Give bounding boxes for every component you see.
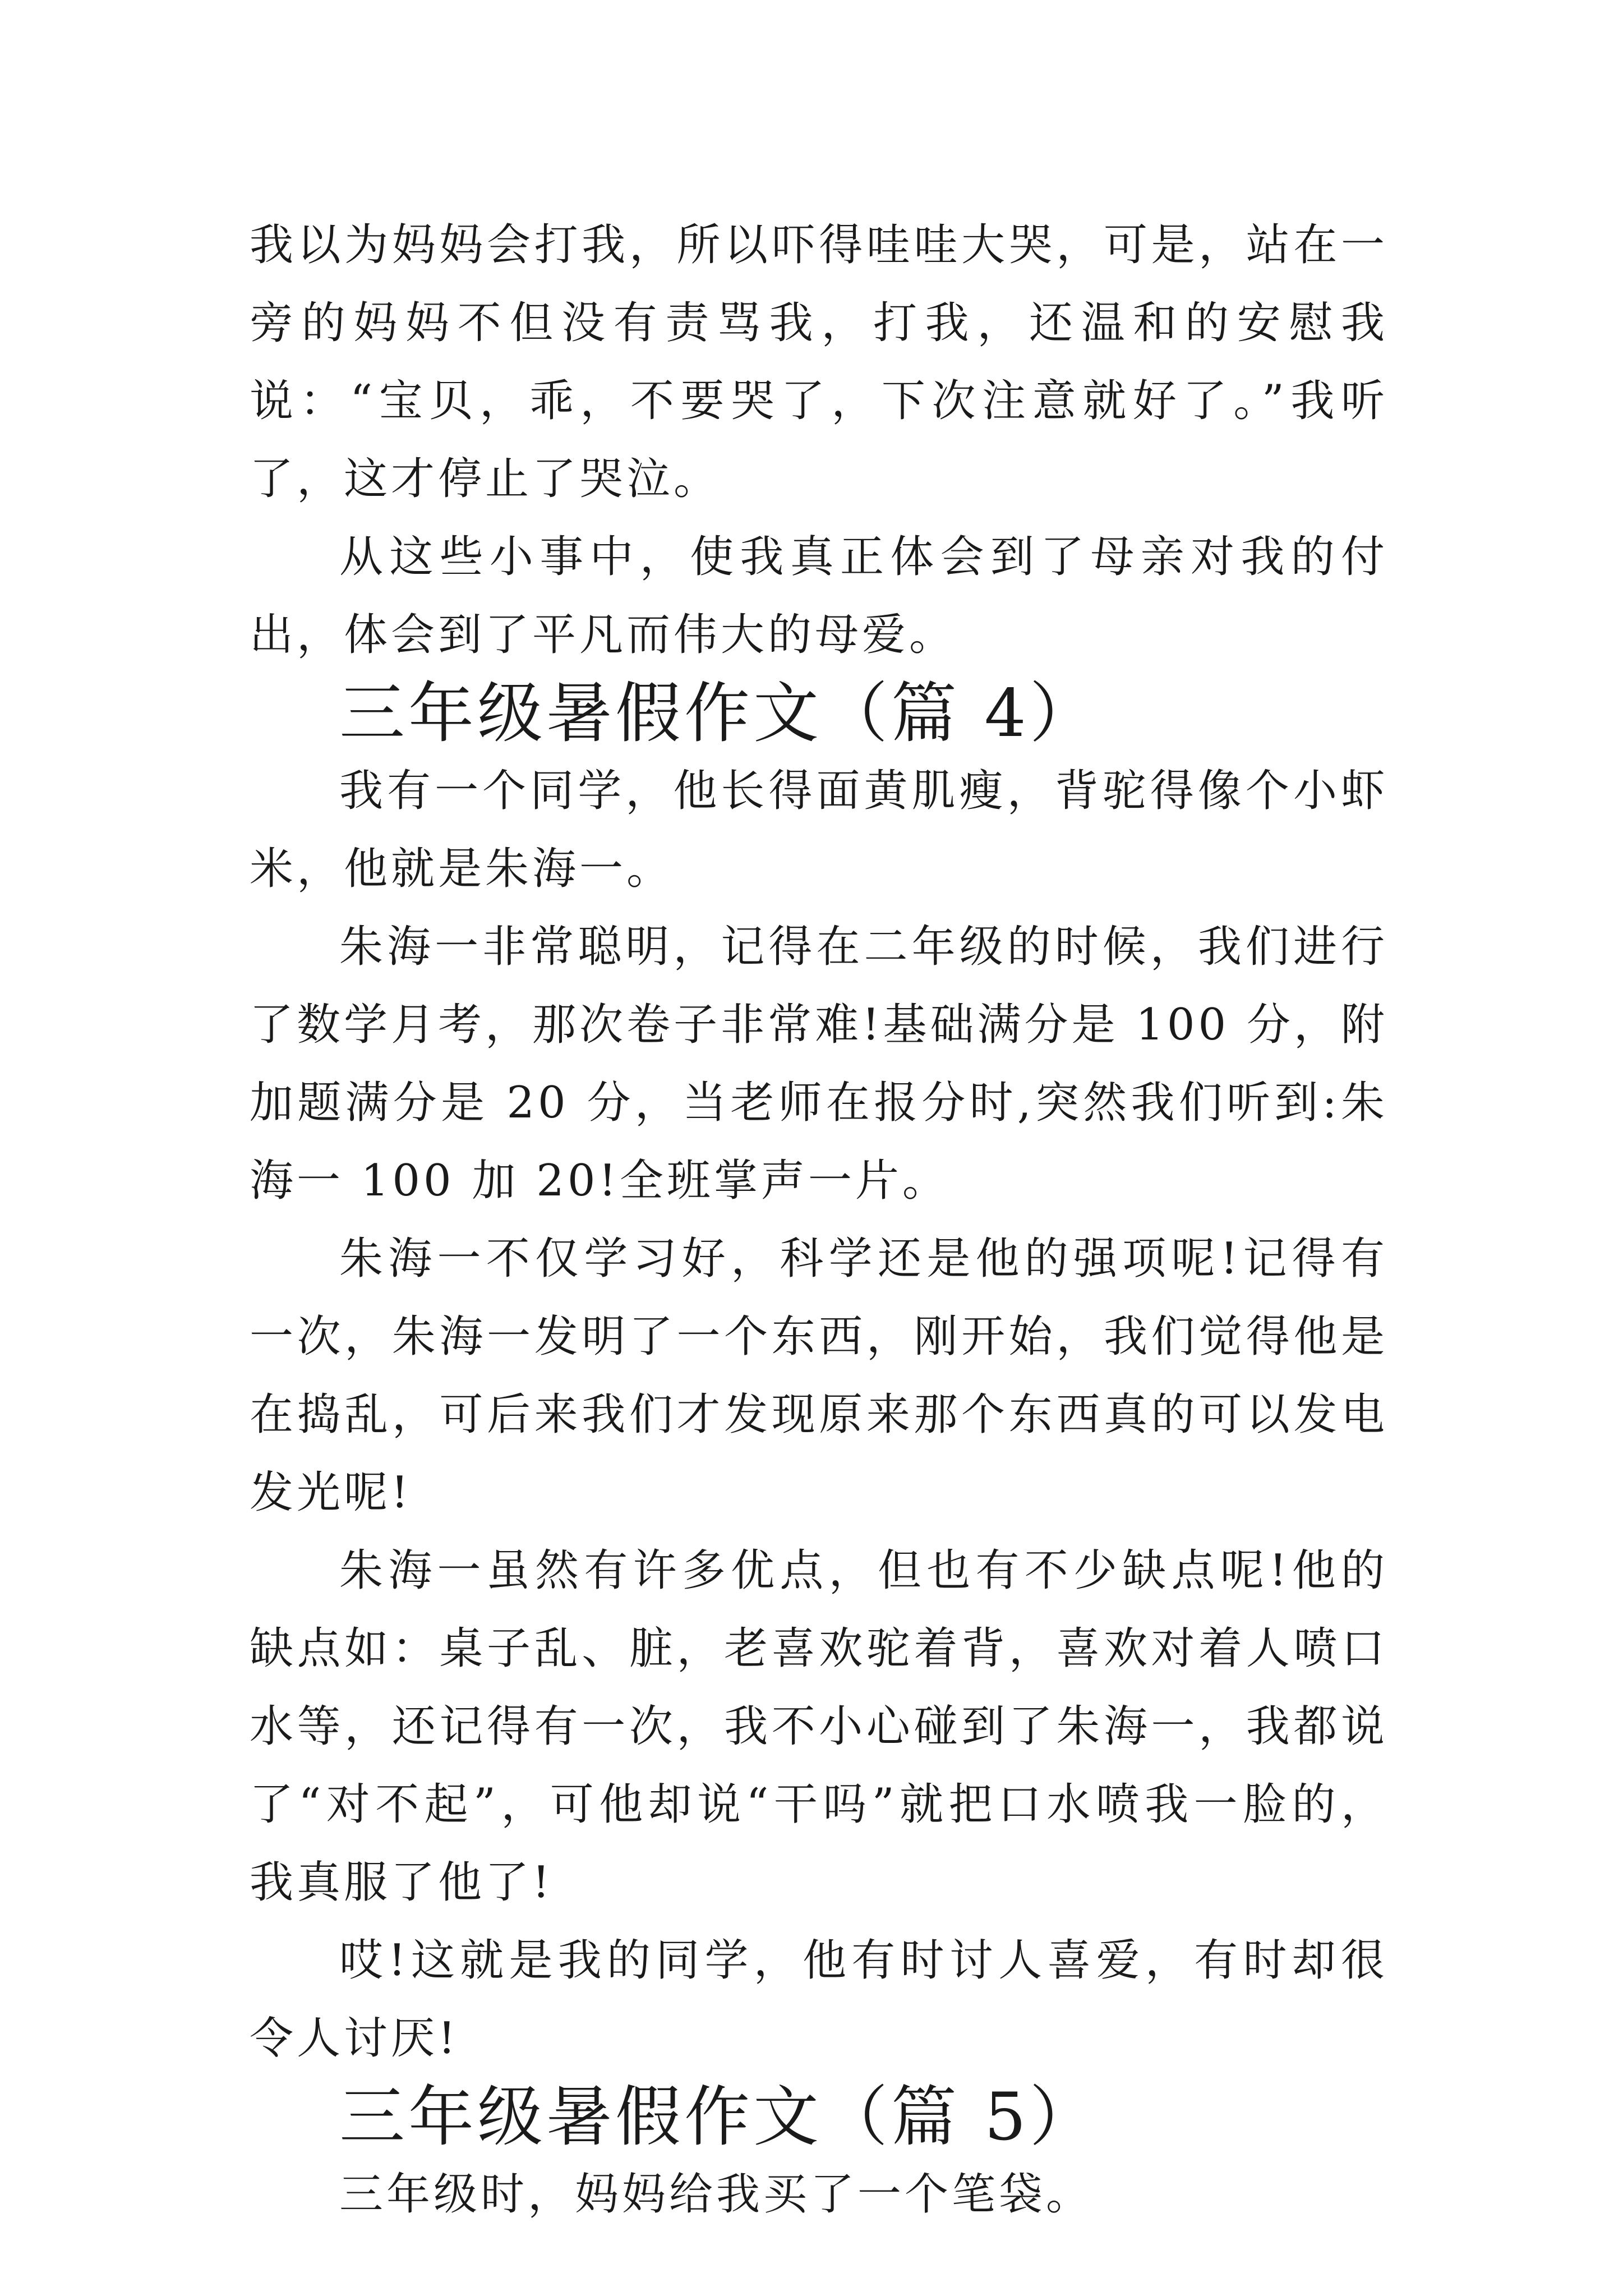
- paragraph-classmate-intro: 我有一个同学，他长得面黄肌瘦，背驼得像个小虾米，他就是朱海一。: [250, 766, 1388, 894]
- paragraph-mother-love-conclusion: 从这些小事中，使我真正体会到了母亲对我的付出，体会到了平凡而伟大的母爱。: [250, 532, 1388, 660]
- paragraph-crying-story-end: 我以为妈妈会打我，所以吓得哇哇大哭，可是，站在一旁的妈妈不但没有责骂我，打我，还温和的安慰我说：“宝贝，乖，不要哭了，下次注意就好了。”我听了，这才停止了哭泣。: [250, 220, 1388, 504]
- paragraph-smart-exam: 朱海一非常聪明，记得在二年级的时候，我们进行了数学月考，那次卷子非常难!基础满分是 100 分，附加题满分是 20 分，当老师在报分时,突然我们听到:朱海一 100 加 20!全班掌声一片。: [250, 922, 1388, 1206]
- document-body: [250, 206, 1388, 2234]
- paragraph-classmate-summary: 哎!这就是我的同学，他有时讨人喜爱，有时却很令人讨厌!: [250, 1935, 1388, 2064]
- paragraph-science-invention: 朱海一不仅学习好，科学还是他的强项呢!记得有一次，朱海一发明了一个东西，刚开始，我们觉得他是在捣乱，可后来我们才发现原来那个东西真的可以发电发光呢!: [250, 1234, 1388, 1518]
- essay-heading-4: 三年级暑假作文（篇 4）: [339, 675, 1099, 752]
- paragraph-pencil-case: 三年级时，妈妈给我买了一个笔袋。: [339, 2169, 1094, 2220]
- essay-heading-5: 三年级暑假作文（篇 5）: [339, 2078, 1099, 2155]
- paragraph-shortcomings: 朱海一虽然有许多优点，但也有不少缺点呢!他的缺点如：桌子乱、脏，老喜欢驼着背，喜欢对着人喷口水等，还记得有一次，我不小心碰到了朱海一，我都说了“对不起”，可他却说“干吗”就把口水喷我一脸的，我真服了他了!: [250, 1545, 1388, 1908]
